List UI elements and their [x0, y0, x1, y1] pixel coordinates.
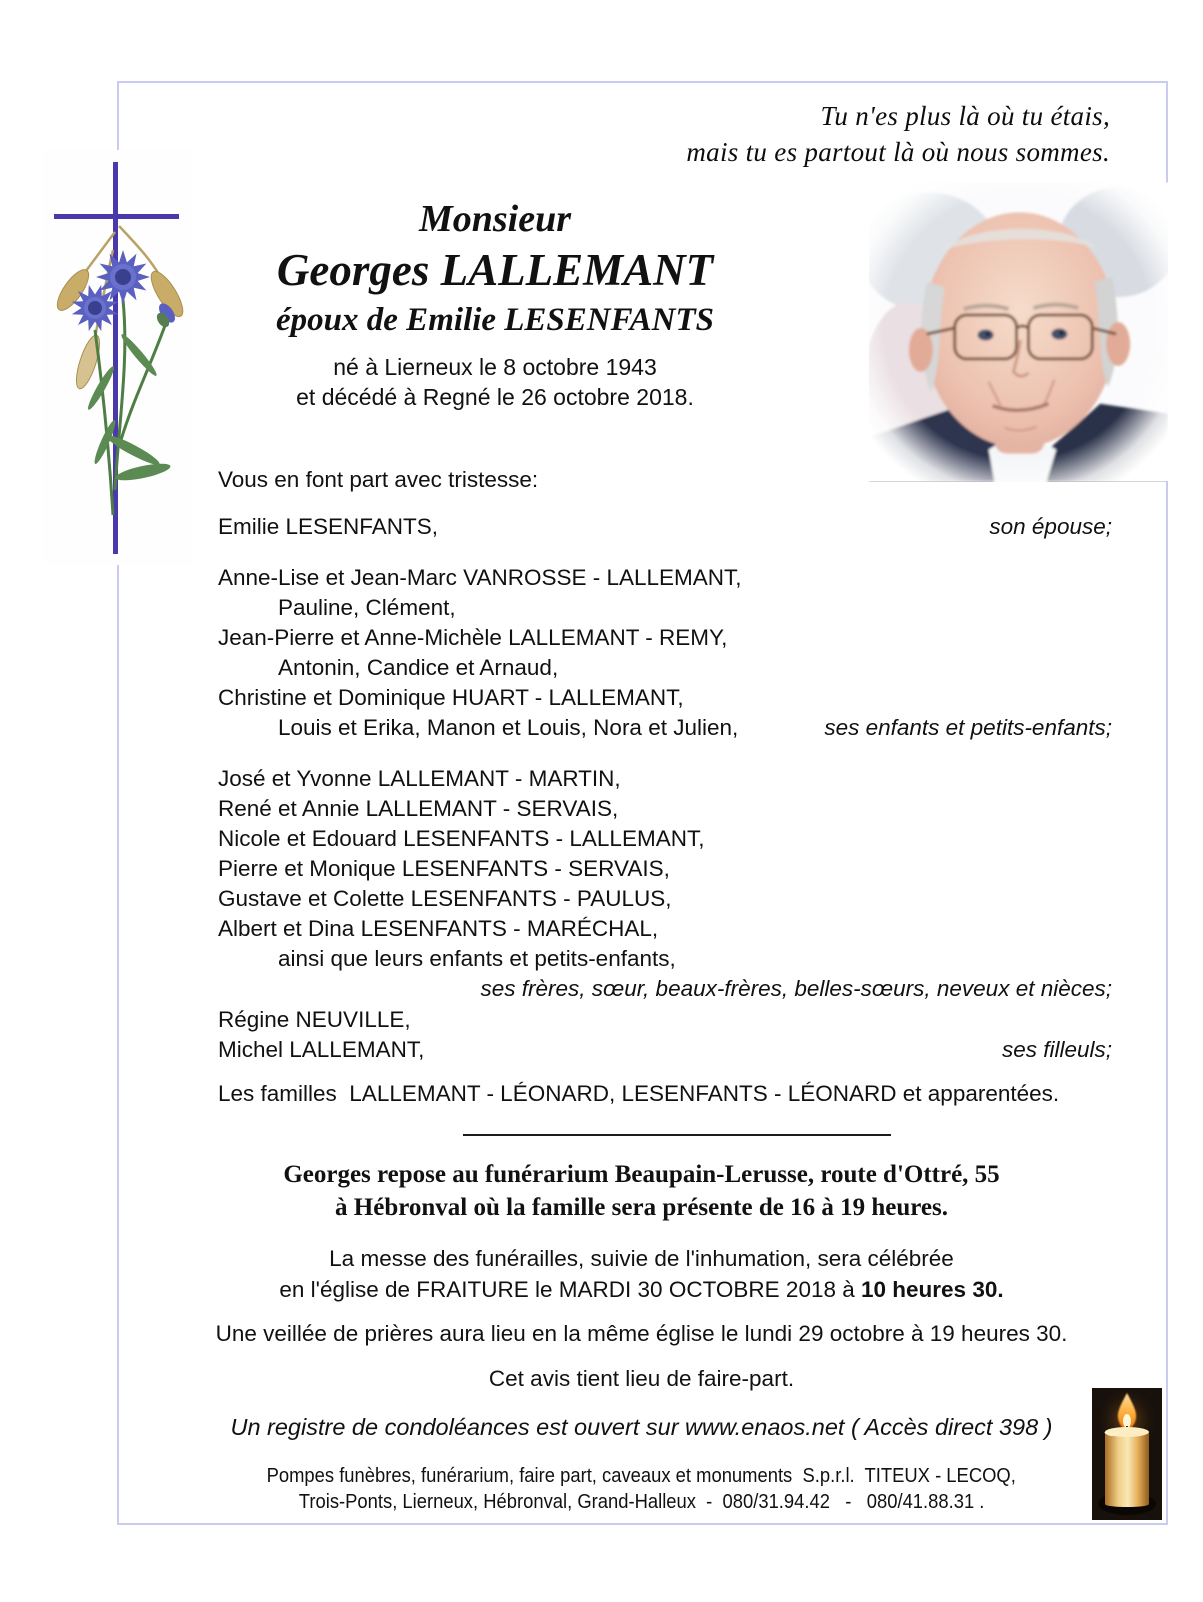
birth-line: né à Lierneux le 8 octobre 1943 — [333, 354, 657, 380]
mass-time: 10 heures 30. — [861, 1277, 1004, 1302]
widow-row — [218, 512, 1112, 542]
notice-line: Cet avis tient lieu de faire-part. — [488, 1366, 795, 1391]
salutation: Monsieur — [418, 198, 572, 240]
section-divider — [463, 1134, 891, 1136]
footer-line-2: Trois-Ponts, Lierneux, Hébronval, Grand-Halleux - 080/31.94.42 - 080/41.88.31 . — [298, 1491, 985, 1513]
repose-line-2: à Hébronval où la famille sera présente de 16 à 19 heures. — [335, 1194, 948, 1221]
portrait-photo — [869, 182, 1168, 482]
list-item: Pierre et Monique LESENFANTS - SERVAIS, — [218, 856, 670, 881]
list-item: René et Annie LALLEMANT - SERVAIS, — [218, 796, 619, 821]
list-item: Albert et Dina LESENFANTS - MARÉCHAL, — [218, 916, 659, 941]
list-item: Nicole et Edouard LESENFANTS - LALLEMANT, — [218, 826, 705, 851]
list-item: José et Yvonne LALLEMANT - MARTIN, — [218, 766, 621, 791]
quote — [686, 98, 1110, 170]
quote-line-1: Tu n'es plus là où tu étais, — [820, 101, 1110, 131]
list-item: Gustave et Colette LESENFANTS - PAULUS, — [218, 886, 672, 911]
siblings-relation: ses frères, sœur, beaux-frères, belles-sœurs, neveux et nièces; — [480, 976, 1112, 1001]
list-item: Pauline, Clément, — [278, 595, 456, 620]
repose-block — [118, 1158, 1165, 1224]
list-item: Michel LALLEMANT, — [218, 1037, 425, 1062]
footer — [118, 1463, 1165, 1515]
children-last-row — [218, 713, 1112, 743]
intro-line: Vous en font part avec tristesse: — [218, 467, 539, 492]
list-item: Régine NEUVILLE, — [218, 1007, 411, 1032]
godchildren-last-row — [218, 1035, 1112, 1065]
widow-relation: son épouse; — [989, 514, 1112, 539]
repose-line-1: Georges repose au funérarium Beaupain-Lerusse, route d'Ottré, 55 — [283, 1161, 1000, 1188]
deceased-name: Georges LALLEMANT — [276, 245, 714, 295]
candle-icon — [1092, 1388, 1162, 1520]
siblings-suffix: ainsi que leurs enfants et petits-enfants, — [278, 946, 676, 971]
spouse-line: époux de Emilie LESENFANTS — [276, 302, 714, 338]
list-item: Christine et Dominique HUART - LALLEMANT, — [218, 685, 684, 710]
header — [95, 196, 895, 412]
death-line: et décédé à Regné le 26 octobre 2018. — [296, 384, 694, 410]
announcement-list — [218, 465, 1112, 1109]
register-line: Un registre de condoléances est ouvert sur www.enaos.net ( Accès direct 398 ) — [230, 1414, 1053, 1440]
mass-line-2 — [118, 1274, 1165, 1305]
mass-block — [118, 1243, 1165, 1305]
vigil-line: Une veillée de prières aura lieu en la même église le lundi 29 octobre à 19 heures 30. — [215, 1321, 1068, 1346]
mass-line-1: La messe des funérailles, suivie de l'inhumation, sera célébrée — [329, 1246, 954, 1271]
children-relation: ses enfants et petits-enfants; — [824, 715, 1112, 740]
footer-line-1: Pompes funèbres, funérarium, faire part, caveaux et monuments S.p.r.l. TITEUX - LECOQ, — [266, 1465, 1017, 1487]
candle-image — [1092, 1388, 1162, 1520]
list-item: Anne-Lise et Jean-Marc VANROSSE - LALLEMANT, — [218, 565, 742, 590]
widow-name: Emilie LESENFANTS, — [218, 514, 439, 539]
list-item: Antonin, Candice et Arnaud, — [278, 655, 559, 680]
families-line: Les familles LALLEMANT - LÉONARD, LESENFANTS - LÉONARD et apparentées. — [218, 1081, 1060, 1106]
godchildren-relation: ses filleuls; — [1001, 1037, 1112, 1062]
mass-line-2-text: en l'église de FRAITURE le MARDI 30 OCTOBRE 2018 à — [279, 1277, 861, 1302]
list-item: Louis et Erika, Manon et Louis, Nora et Julien, — [278, 715, 739, 740]
quote-line-2: mais tu es partout là où nous sommes. — [686, 137, 1110, 167]
portrait-image — [869, 182, 1168, 482]
list-item: Jean-Pierre et Anne-Michèle LALLEMANT - REMY, — [218, 625, 728, 650]
